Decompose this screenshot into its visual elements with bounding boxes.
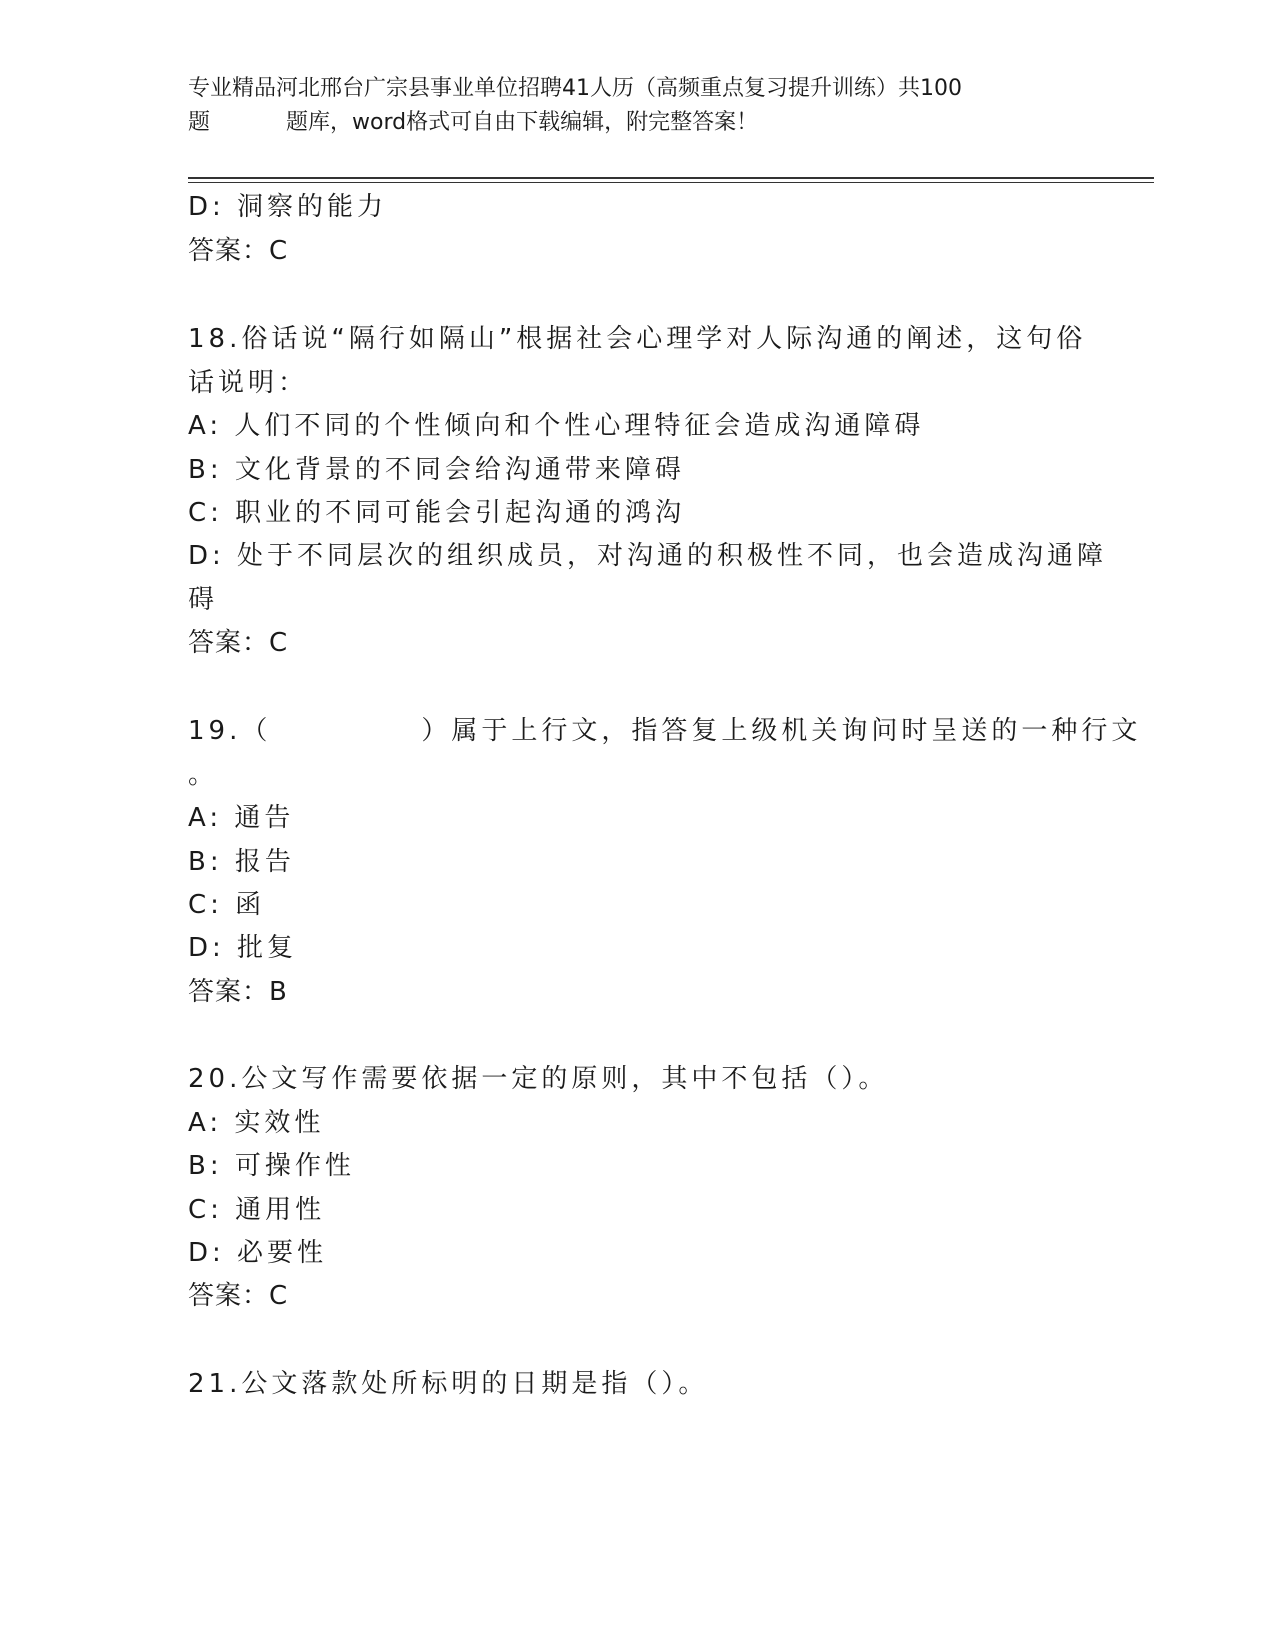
q17-option-d: D: 洞察的能力 [188, 192, 388, 222]
q19-stem-line-2: 。 [188, 760, 219, 790]
header-line-2 [188, 106, 1088, 140]
q19-option-c: C: 函 [188, 890, 266, 920]
q18-option-d-line-2: 碍 [188, 585, 219, 615]
q20-option-b: B: 可操作性 [188, 1151, 355, 1181]
q19-stem-line-1: 19.（ ）属于上行文，指答复上级机关询问时呈送的一种行文 [188, 716, 1142, 746]
header-rule-thin [188, 182, 1154, 183]
q20-stem: 20.公文写作需要依据一定的原则，其中不包括（）。 [188, 1064, 889, 1094]
q17-answer: 答案：C [188, 236, 289, 266]
header-rule-thick [188, 177, 1154, 179]
q20-option-a: A: 实效性 [188, 1108, 325, 1138]
q20-option-d: D: 必要性 [188, 1238, 328, 1268]
q19-answer: 答案：B [188, 977, 288, 1007]
q18-stem-line-2: 话说明： [188, 368, 309, 398]
q20-option-c: C: 通用性 [188, 1195, 326, 1225]
header-line-2-rest: 题库，word格式可自由下载编辑，附完整答案！ [286, 110, 759, 135]
q19-option-b: B: 报告 [188, 847, 295, 877]
page-header [188, 72, 1088, 140]
q18-option-a: A: 人们不同的个性倾向和个性心理特征会造成沟通障碍 [188, 411, 925, 441]
q18-option-b: B: 文化背景的不同会给沟通带来障碍 [188, 455, 685, 485]
q18-answer: 答案：C [188, 628, 289, 658]
q18-option-d-line-1: D: 处于不同层次的组织成员，对沟通的积极性不同，也会造成沟通障 [188, 541, 1108, 571]
q19-option-d: D: 批复 [188, 933, 298, 963]
header-line-1: 专业精品河北邢台广宗县事业单位招聘41人历（高频重点复习提升训练）共100 [188, 76, 962, 101]
q20-answer: 答案：C [188, 1281, 289, 1311]
q19-option-a: A: 通告 [188, 803, 295, 833]
q18-option-c: C: 职业的不同可能会引起沟通的鸿沟 [188, 498, 686, 528]
header-line-2-start: 题 [188, 110, 211, 135]
q21-stem: 21.公文落款处所标明的日期是指（）。 [188, 1369, 709, 1399]
q18-stem-line-1: 18.俗话说“隔行如隔山”根据社会心理学对人际沟通的阐述，这句俗 [188, 324, 1087, 354]
